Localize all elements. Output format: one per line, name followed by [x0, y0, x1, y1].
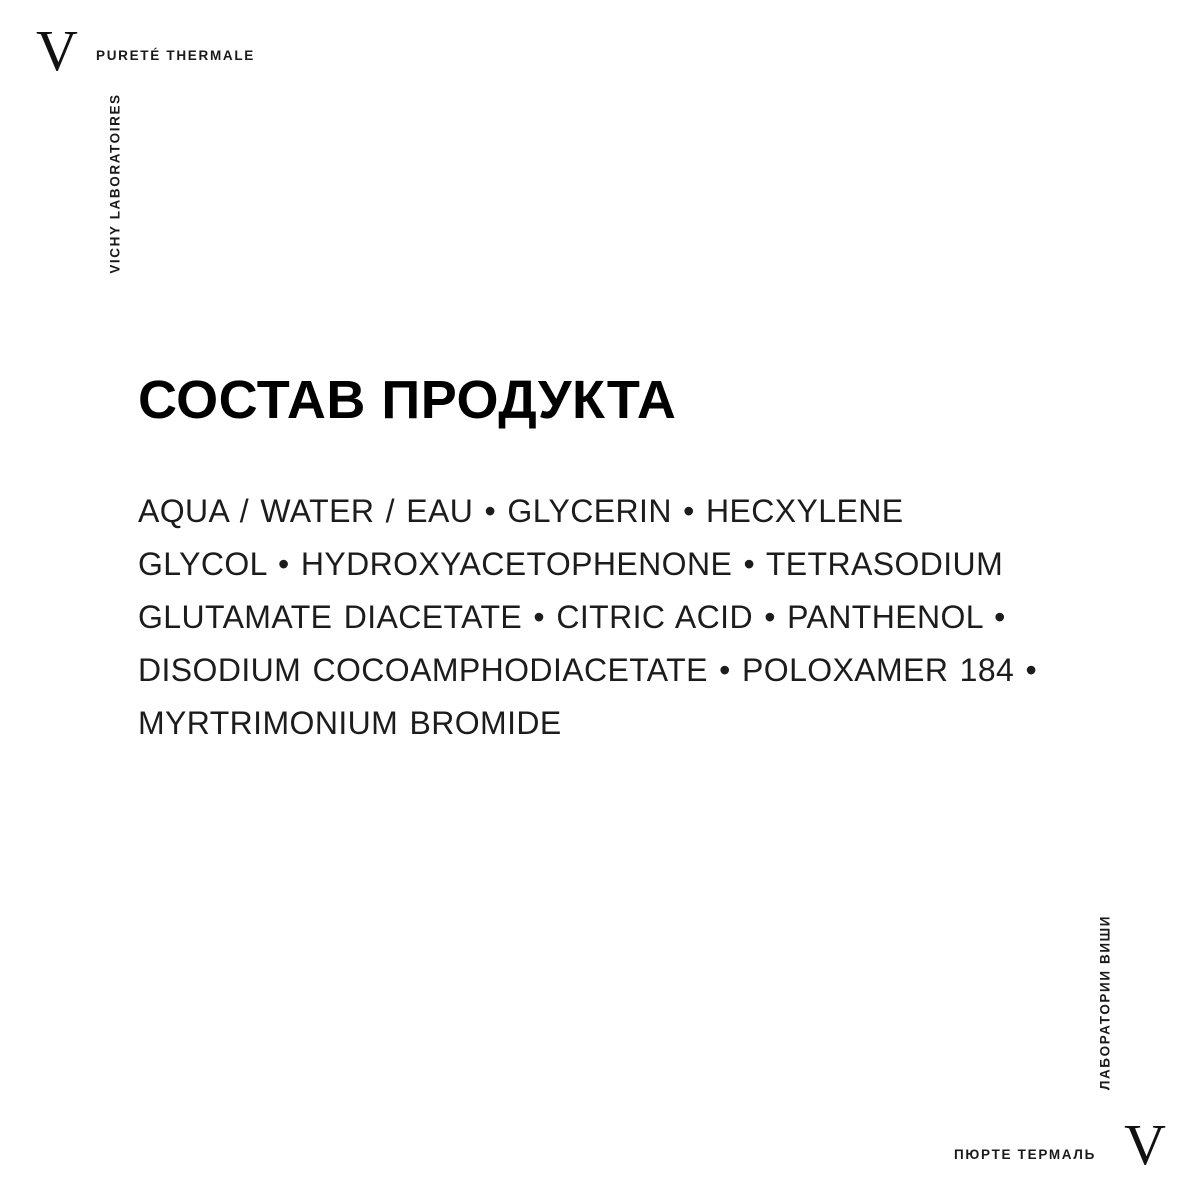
- brand-name-latin: VICHY LABORATOIRES: [107, 93, 123, 274]
- vichy-logo-icon-footer: V: [1124, 1112, 1166, 1177]
- brand-footer: [1034, 858, 1174, 1178]
- product-line-label-cyrillic: ПЮРТЕ ТЕРМАЛЬ: [954, 1147, 1096, 1162]
- brand-header: [28, 18, 148, 344]
- brand-name-cyrillic: ЛАБОРАТОРИИ ВИШИ: [1097, 914, 1113, 1091]
- main-content: [138, 372, 1058, 750]
- page-title: СОСТАВ ПРОДУКТА: [138, 370, 677, 430]
- product-line-label-latin: PURETÉ THERMALE: [96, 48, 256, 63]
- ingredients-list: AQUA / WATER / EAU • GLYCERIN • HECXYLENE GLYCOL • HYDROXYACETOPHENONE • TETRASODIUM GLUTAMATE DIACETATE • CITRIC ACID • PANTHENOL • DISODIUM COCOAMPHODIACETATE • POLOXAMER 184 • MYRTRIMONIUM BROMIDE: [138, 492, 1038, 741]
- vichy-logo-icon: V: [36, 18, 78, 83]
